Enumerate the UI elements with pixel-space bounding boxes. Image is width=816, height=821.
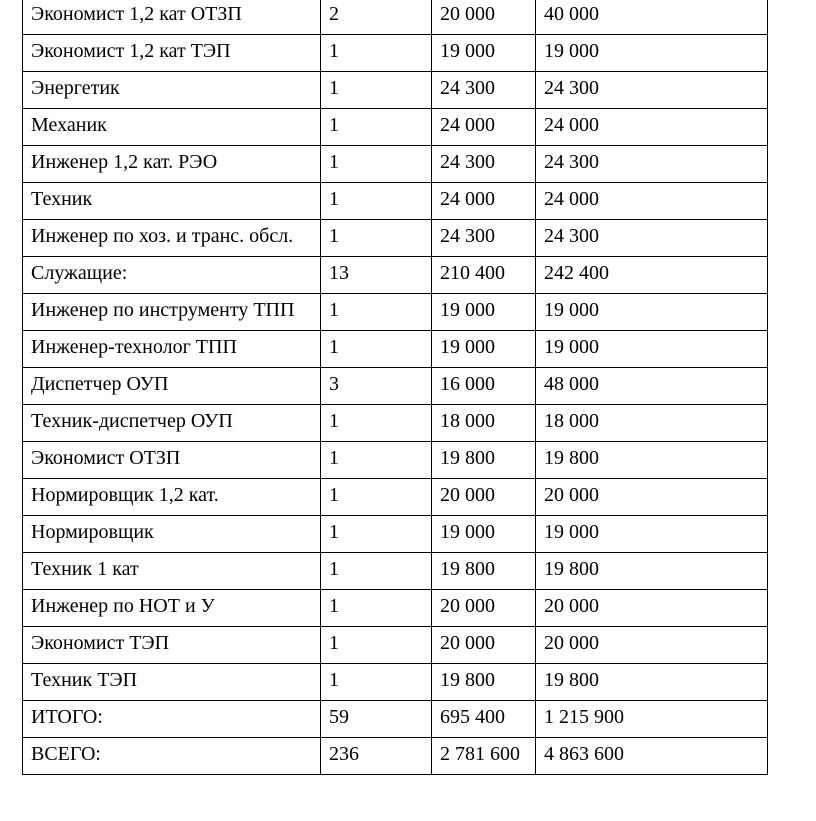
total-cell: 48 000 [536,368,768,405]
total-cell: 24 000 [536,109,768,146]
total-cell: 19 000 [536,516,768,553]
position-cell: Техник-диспетчер ОУП [23,405,321,442]
salary-cell: 16 000 [432,368,536,405]
staff-salary-table [22,0,768,775]
salary-cell: 24 000 [432,183,536,220]
table-body [23,0,768,775]
count-cell: 1 [321,405,432,442]
count-cell: 1 [321,109,432,146]
count-cell: 1 [321,220,432,257]
salary-cell: 24 300 [432,220,536,257]
position-cell: Техник [23,183,321,220]
position-cell: Инженер 1,2 кат. РЭО [23,146,321,183]
table-row [23,590,768,627]
total-cell: 19 000 [536,35,768,72]
table-row [23,35,768,72]
count-cell: 1 [321,442,432,479]
table-row [23,627,768,664]
salary-cell: 19 000 [432,516,536,553]
total-cell: 19 800 [536,664,768,701]
total-cell: 20 000 [536,627,768,664]
count-cell: 1 [321,331,432,368]
salary-cell: 20 000 [432,479,536,516]
total-cell: 24 300 [536,146,768,183]
count-cell: 2 [321,0,432,35]
position-cell: Экономист 1,2 кат ОТЗП [23,0,321,35]
total-cell: 24 300 [536,72,768,109]
table-row [23,701,768,738]
total-cell: 24 300 [536,220,768,257]
total-cell: 19 800 [536,442,768,479]
table-row [23,479,768,516]
count-cell: 1 [321,590,432,627]
total-cell: 18 000 [536,405,768,442]
total-cell: 20 000 [536,590,768,627]
total-cell: 19 800 [536,553,768,590]
position-cell: Механик [23,109,321,146]
table-row [23,146,768,183]
salary-cell: 19 000 [432,294,536,331]
salary-cell: 19 800 [432,553,536,590]
position-cell: Техник ТЭП [23,664,321,701]
count-cell: 1 [321,664,432,701]
table-row [23,368,768,405]
salary-cell: 24 000 [432,109,536,146]
count-cell: 1 [321,627,432,664]
count-cell: 1 [321,479,432,516]
count-cell: 1 [321,516,432,553]
total-cell: 20 000 [536,479,768,516]
total-cell: 19 000 [536,331,768,368]
position-cell: ИТОГО: [23,701,321,738]
salary-cell: 20 000 [432,627,536,664]
salary-cell: 210 400 [432,257,536,294]
count-cell: 1 [321,294,432,331]
table-row [23,553,768,590]
salary-cell: 19 800 [432,442,536,479]
position-cell: Инженер-технолог ТПП [23,331,321,368]
salary-cell: 20 000 [432,590,536,627]
position-cell: Энергетик [23,72,321,109]
table-row [23,220,768,257]
count-cell: 236 [321,738,432,775]
position-cell: Экономист ТЭП [23,627,321,664]
position-cell: Инженер по НОТ и У [23,590,321,627]
count-cell: 59 [321,701,432,738]
position-cell: Служащие: [23,257,321,294]
table-row [23,664,768,701]
salary-cell: 24 300 [432,146,536,183]
position-cell: ВСЕГО: [23,738,321,775]
position-cell: Нормировщик 1,2 кат. [23,479,321,516]
count-cell: 1 [321,553,432,590]
count-cell: 13 [321,257,432,294]
table-row [23,442,768,479]
table-row [23,738,768,775]
count-cell: 1 [321,72,432,109]
total-cell: 242 400 [536,257,768,294]
total-cell: 19 000 [536,294,768,331]
salary-cell: 2 781 600 [432,738,536,775]
table-row [23,331,768,368]
position-cell: Диспетчер ОУП [23,368,321,405]
table-row [23,294,768,331]
salary-cell: 19 000 [432,331,536,368]
count-cell: 1 [321,183,432,220]
position-cell: Экономист ОТЗП [23,442,321,479]
salary-cell: 18 000 [432,405,536,442]
salary-cell: 695 400 [432,701,536,738]
table-row [23,0,768,35]
total-cell: 4 863 600 [536,738,768,775]
table-row [23,72,768,109]
salary-cell: 19 000 [432,35,536,72]
position-cell: Инженер по хоз. и транс. обсл. [23,220,321,257]
table-row [23,405,768,442]
position-cell: Экономист 1,2 кат ТЭП [23,35,321,72]
total-cell: 40 000 [536,0,768,35]
table-row [23,183,768,220]
count-cell: 1 [321,146,432,183]
position-cell: Инженер по инструменту ТПП [23,294,321,331]
salary-cell: 20 000 [432,0,536,35]
salary-cell: 19 800 [432,664,536,701]
table-row [23,516,768,553]
count-cell: 3 [321,368,432,405]
total-cell: 1 215 900 [536,701,768,738]
total-cell: 24 000 [536,183,768,220]
table-row [23,257,768,294]
position-cell: Нормировщик [23,516,321,553]
salary-cell: 24 300 [432,72,536,109]
table-row [23,109,768,146]
position-cell: Техник 1 кат [23,553,321,590]
count-cell: 1 [321,35,432,72]
